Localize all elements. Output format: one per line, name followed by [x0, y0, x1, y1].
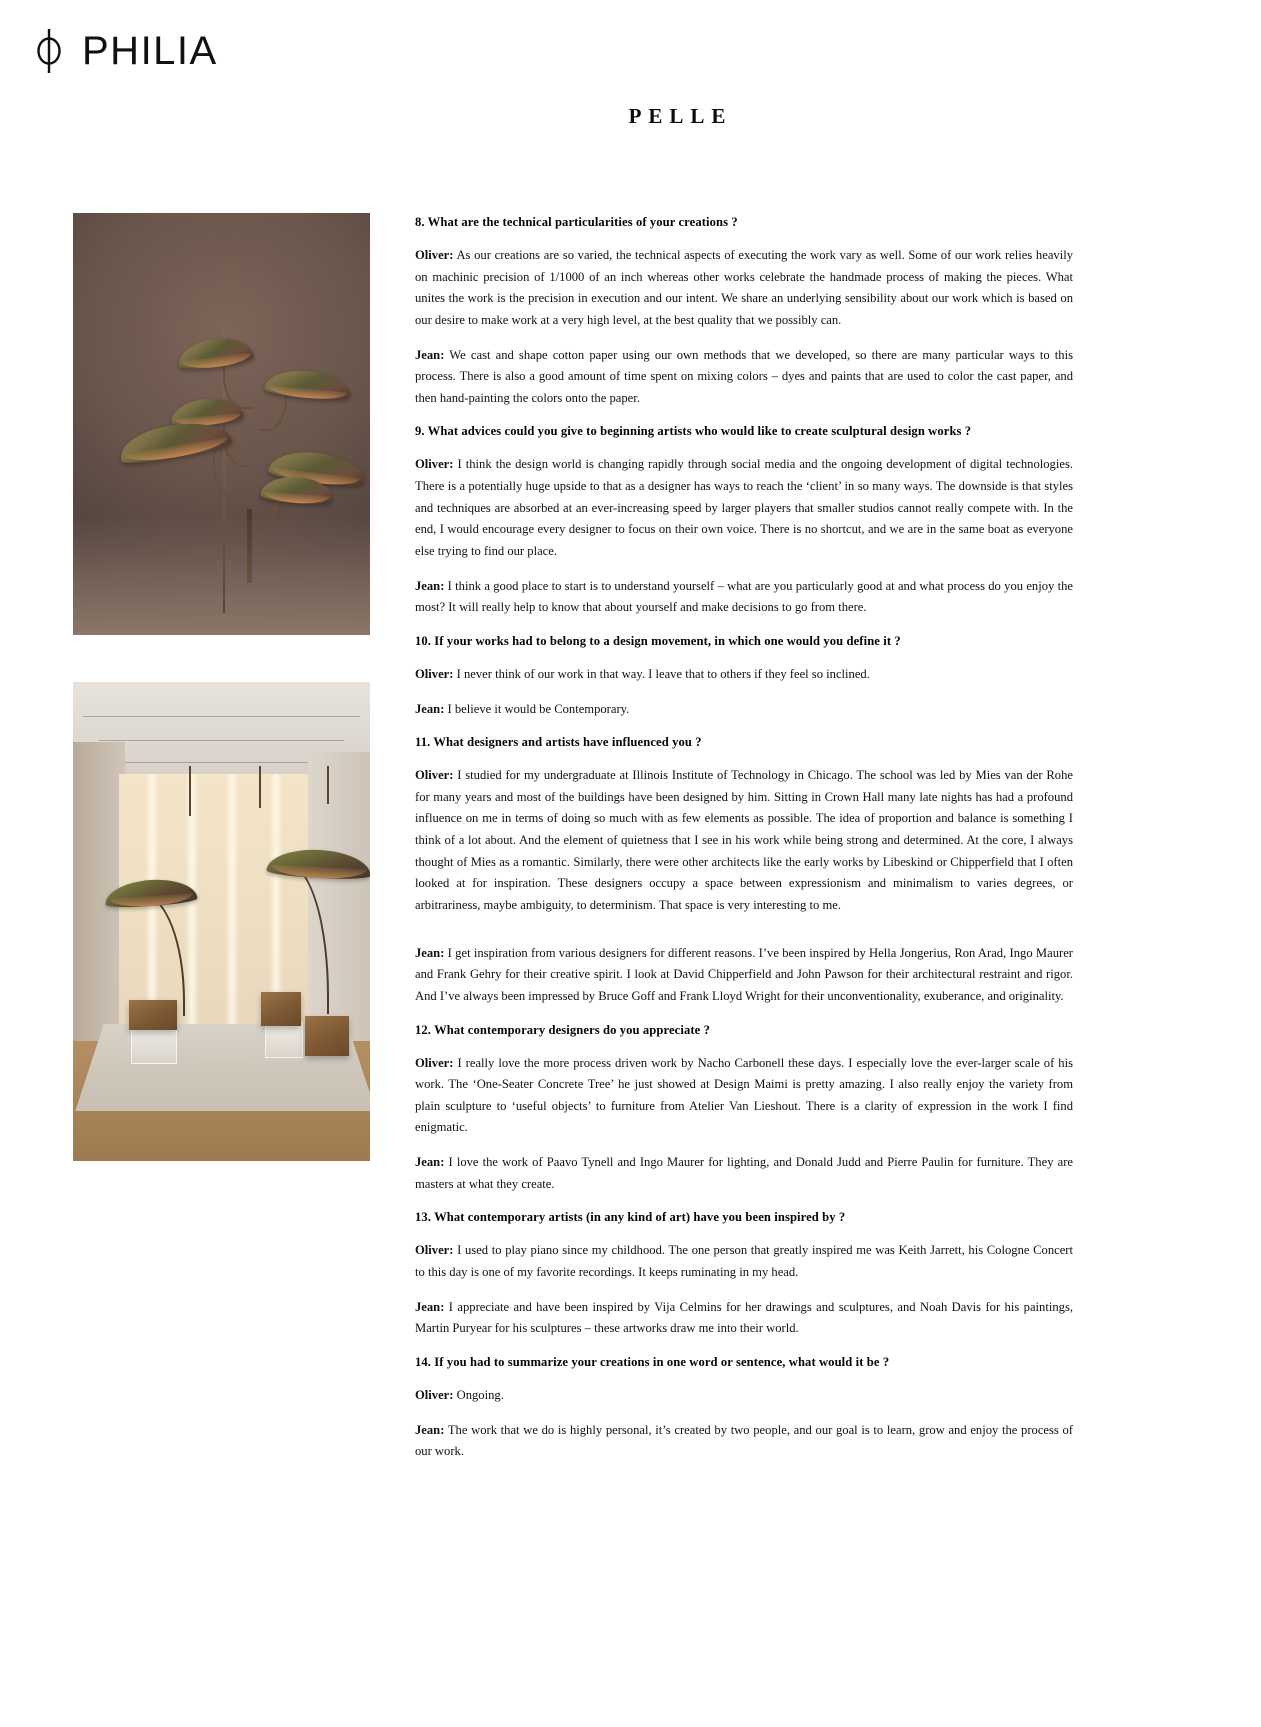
photo-floor-gradient: [73, 515, 370, 635]
masthead: [32, 28, 218, 74]
photo-pendant-light: [73, 213, 370, 635]
interview-answer: [415, 345, 1073, 410]
answer-speaker-label: Oliver:: [415, 247, 454, 262]
answer-speaker-label: Oliver:: [415, 768, 454, 783]
answer-speaker-label: Oliver:: [415, 457, 454, 472]
pendant-base: [247, 509, 252, 583]
interview-question: 12. What contemporary designers do you appreciate ?: [415, 1022, 710, 1037]
interview-answer: [415, 1297, 1073, 1340]
display-pedestal: [265, 1022, 303, 1058]
interview-question: 11. What designers and artists have influenced you ?: [415, 735, 702, 750]
answer-speaker-label: Oliver:: [415, 1055, 454, 1070]
answer-body-text: I used to play piano since my childhood. The one person that greatly inspired me was Keith Jarrett, his Cologne Concert to this day is one of my favorite recordings. It keeps ruminating in my head.: [415, 1243, 1073, 1279]
interview-answer: [415, 1053, 1073, 1140]
answer-body-text: The work that we do is highly personal, it’s created by two people, and our goal is to learn, grow and enjoy the process of our work.: [415, 1422, 1073, 1459]
interview-answer: [415, 1385, 1073, 1407]
answer-body-text: I get inspiration from various designers for different reasons. I’ve been inspired by Hella Jongerius, Ron Arad, Ingo Maurer and Frank Gehry for their creative spirit. I look at David Chipperfield and John Pawson for their architectural restraint and rigor. And I’ve always been impressed by Bruce Goff and Frank Lloyd Wright for their unconventionality, exuberance, and originality.: [415, 945, 1073, 1003]
answer-body-text: I think a good place to start is to understand yourself – what are you particularly good at and what process do you enjoy the most? It will really help to know that about yourself and make decisions to go from there.: [415, 578, 1073, 615]
ceiling-hanger: [259, 766, 261, 808]
answer-body-text: I never think of our work in that way. I leave that to others if they feel so inclined.: [453, 666, 870, 681]
interview-question: 9. What advices could you give to beginning artists who would like to create sculptural design works ?: [415, 424, 972, 439]
ceiling-hanger: [327, 766, 329, 804]
interview-answer: [415, 245, 1073, 332]
answer-speaker-label: Oliver:: [415, 1387, 454, 1402]
wood-block-sculpture: [261, 992, 301, 1026]
answer-body-text: As our creations are so varied, the technical aspects of executing the work vary as well. Some of our work relies heavily on machinic precision of 1/1000 of an inch whereas other works celebrate the handmade process of making the pieces. What unites the work is the precision in execution and our intent. We share an underlying sensibility about our work which is based on our desire to make work at a very high level, at the best quality that we possibly can.: [415, 247, 1073, 327]
interview-question: 10. If your works had to belong to a design movement, in which one would you define it ?: [415, 633, 901, 648]
answer-speaker-label: Jean:: [415, 945, 445, 960]
interview-answer: [415, 699, 1073, 721]
answer-speaker-label: Jean:: [415, 701, 445, 716]
interview-answer: [415, 576, 1073, 619]
image-column: [73, 213, 370, 1161]
answer-body-text: Ongoing.: [453, 1387, 504, 1402]
answer-body-text: I appreciate and have been inspired by Vija Celmins for her drawings and sculptures, and Noah Davis for his paintings, Martin Puryear for his sculptures – these artworks draw me into their world.: [415, 1299, 1073, 1336]
ceiling-line: [117, 762, 326, 763]
answer-body-text: I love the work of Paavo Tynell and Ingo Maurer for lighting, and Donald Judd and Pierre Paulin for furniture. They are masters at what they create.: [415, 1155, 1073, 1191]
wood-block-sculpture: [129, 1000, 177, 1030]
interview-answer: [415, 943, 1073, 1008]
answer-speaker-label: Oliver:: [415, 1243, 454, 1258]
interview-question: 14. If you had to summarize your creations in one word or sentence, what would it be ?: [415, 1354, 890, 1369]
curtain-fold: [185, 774, 199, 1041]
answer-speaker-label: Jean:: [415, 1299, 445, 1314]
answer-speaker-label: Oliver:: [415, 666, 454, 681]
answer-body-text: I studied for my undergraduate at Illinois Institute of Technology in Chicago. The school was led by Mies van der Rohe for many years and most of the buildings have been designed by him. Sitting in Crown Hall many late nights has had a profound influence on me in terms of doing so much with as few elements as possible. The idea of proportion and balance is something I think of a lot about. And the element of quietness that I see in his work while being strong and determined. At the core, I always thought of Mies as a romantic. Similarly, there were other architects like the early works by Libeskind or Chipperfield that I often looked at for inspiration. These designers occupy a space between expressionism and minimalism to varies degrees, or arbitrariness, maybe ambiguity, to determinism. That space is very interesting to me.: [415, 768, 1073, 912]
interview-text-column: [415, 213, 1073, 1463]
answer-body-text: We cast and shape cotton paper using our own methods that we developed, so there are many particular ways to this process. There is also a good amount of time spent on mixing colors – dyes and paints that are used to color the cast paper, and then hand-painting the colors onto the paper.: [415, 347, 1073, 405]
curtain-fold: [225, 774, 239, 1041]
interview-answer: [415, 1152, 1073, 1195]
page-title: PELLE: [628, 104, 733, 128]
brand-wordmark: PHILIA: [82, 29, 218, 73]
answer-body-text: I believe it would be Contemporary.: [444, 701, 630, 716]
photo-interior-room: [73, 682, 370, 1161]
wood-block-sculpture: [305, 1016, 349, 1056]
interview-answer: [415, 664, 1073, 686]
display-pedestal: [131, 1026, 177, 1064]
answer-body-text: I really love the more process driven work by Nacho Carbonell these days. I especially love the ever-larger scale of his work. The ‘One-Seater Concrete Tree’ he just showed at Design Maimi is pretty amazing. I also really enjoy the variety from plain sculpture to ‘useful objects’ to furniture from Atelier Van Lieshout. There is a clarity of expression in the work I find enigmatic.: [415, 1055, 1073, 1135]
interview-answer: [415, 1240, 1073, 1283]
ceiling-hanger: [189, 766, 191, 816]
interview-question: 13. What contemporary artists (in any kind of art) have you been inspired by ?: [415, 1210, 846, 1225]
interview-answer: [415, 765, 1073, 917]
answer-speaker-label: Jean:: [415, 1422, 445, 1437]
ceiling-line: [99, 740, 344, 741]
interview-answer: [415, 454, 1073, 562]
interview-question: 8. What are the technical particularities of your creations ?: [415, 215, 738, 229]
ceiling-line: [83, 716, 360, 717]
answer-speaker-label: Jean:: [415, 347, 445, 362]
answer-speaker-label: Jean:: [415, 1155, 445, 1170]
answer-body-text: I think the design world is changing rapidly through social media and the ongoing development of digital technologies. There is a potentially huge upside to that as a designer has ways to reach the ‘client’ in so many ways. The downside is that styles and techniques are absorbed at an ever-increasing speed by larger players that smaller studios cannot really compete with. In the end, I would encourage every designer to focus on their own voice. There is no shortcut, and we are in the same boat as everyone else trying to find our place.: [415, 457, 1073, 558]
phi-logo-icon: [32, 28, 66, 74]
interview-answer: [415, 1420, 1073, 1463]
answer-speaker-label: Jean:: [415, 578, 445, 593]
